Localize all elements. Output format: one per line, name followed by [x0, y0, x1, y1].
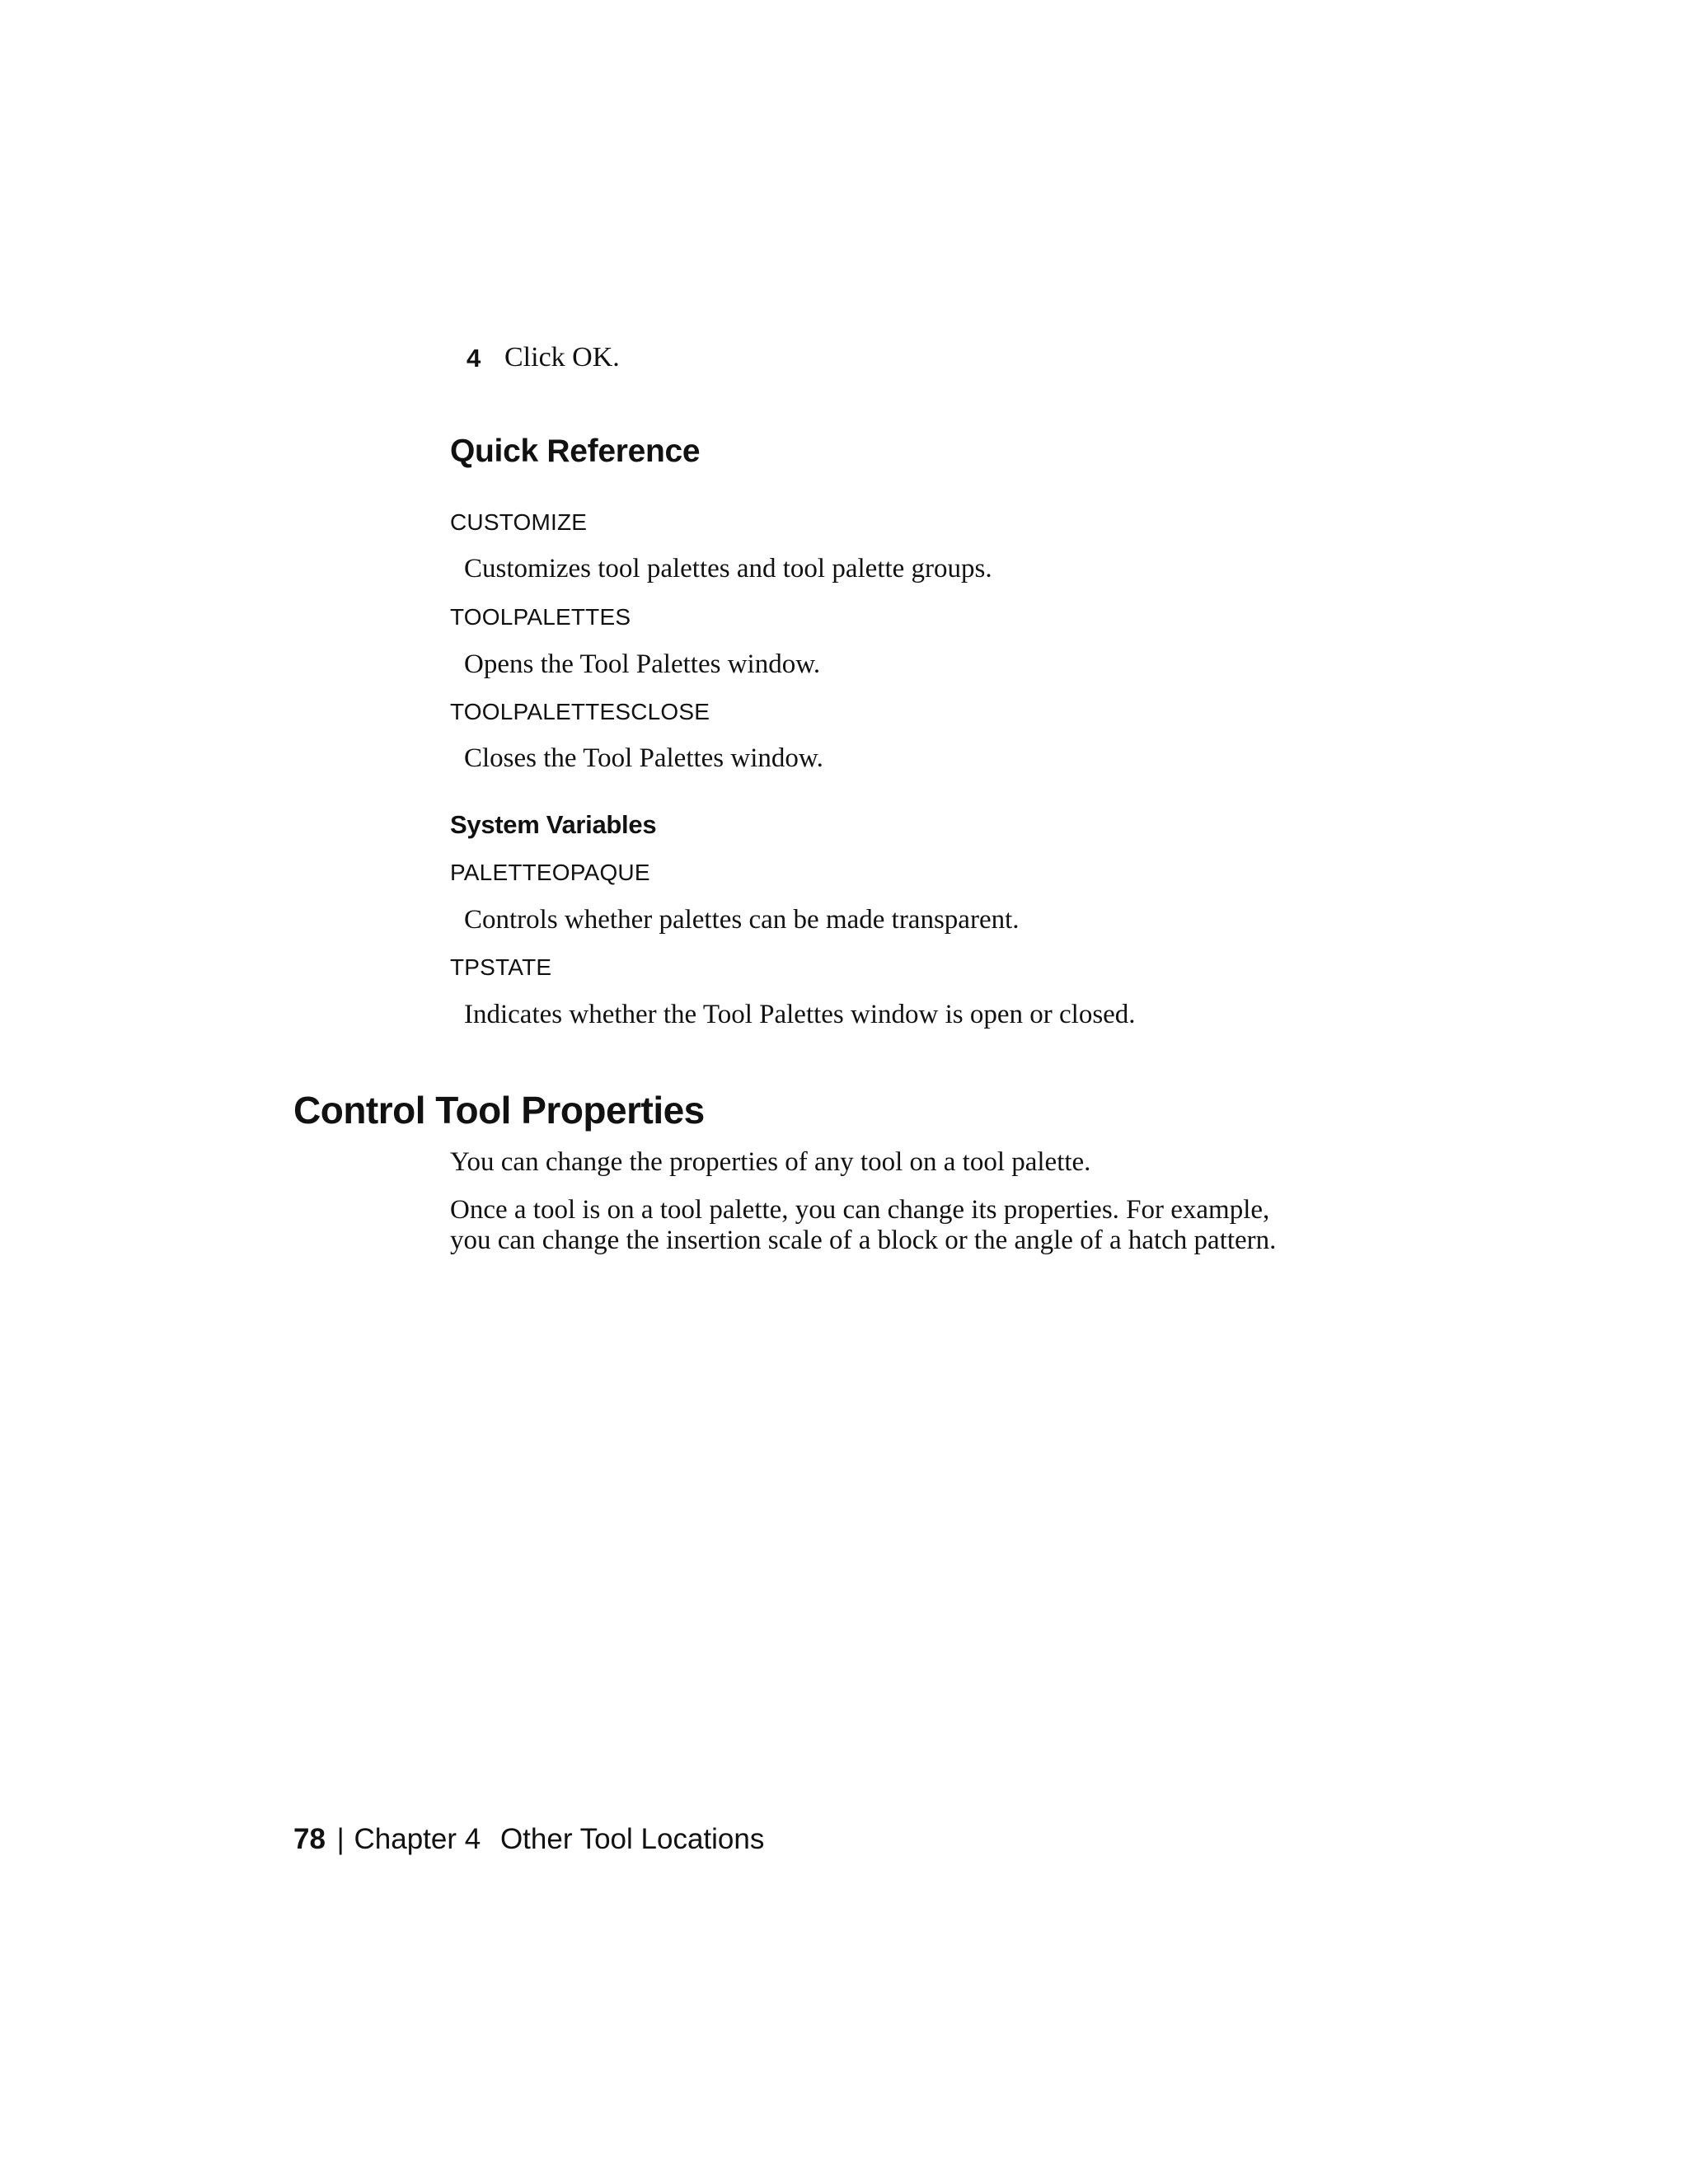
system-variable-name: TPSTATE [450, 954, 552, 980]
page-footer [293, 1823, 764, 1856]
command-name: TOOLPALETTESCLOSE [450, 699, 710, 724]
system-variable-description: Indicates whether the Tool Palettes window is open or closed. [464, 1000, 1136, 1029]
section-title: Control Tool Properties [293, 1089, 705, 1132]
footer-separator: | [336, 1823, 345, 1855]
section-paragraph: Once a tool is on a tool palette, you can change its properties. For example, [450, 1195, 1270, 1225]
command-description: Customizes tool palettes and tool palette groups. [464, 554, 992, 583]
system-variable-name: PALETTEOPAQUE [450, 860, 650, 885]
command-description: Closes the Tool Palettes window. [464, 743, 823, 773]
footer-chapter-title: Other Tool Locations [499, 1823, 765, 1855]
section-paragraph: you can change the insertion scale of a block or the angle of a hatch pattern. [450, 1226, 1277, 1255]
system-variable-description: Controls whether palettes can be made transparent. [464, 905, 1020, 935]
command-description: Opens the Tool Palettes window. [464, 649, 821, 679]
command-name: CUSTOMIZE [450, 509, 588, 535]
command-name: TOOLPALETTES [450, 604, 631, 630]
page-number: 78 [293, 1823, 326, 1855]
quick-reference-heading: Quick Reference [450, 434, 701, 469]
section-paragraph: You can change the properties of any tool on a tool palette. [450, 1147, 1091, 1177]
step-number: 4 [467, 344, 481, 373]
system-variables-heading: System Variables [450, 810, 657, 839]
step-text: Click OK. [504, 342, 620, 373]
footer-chapter: Chapter 4 [354, 1823, 481, 1855]
